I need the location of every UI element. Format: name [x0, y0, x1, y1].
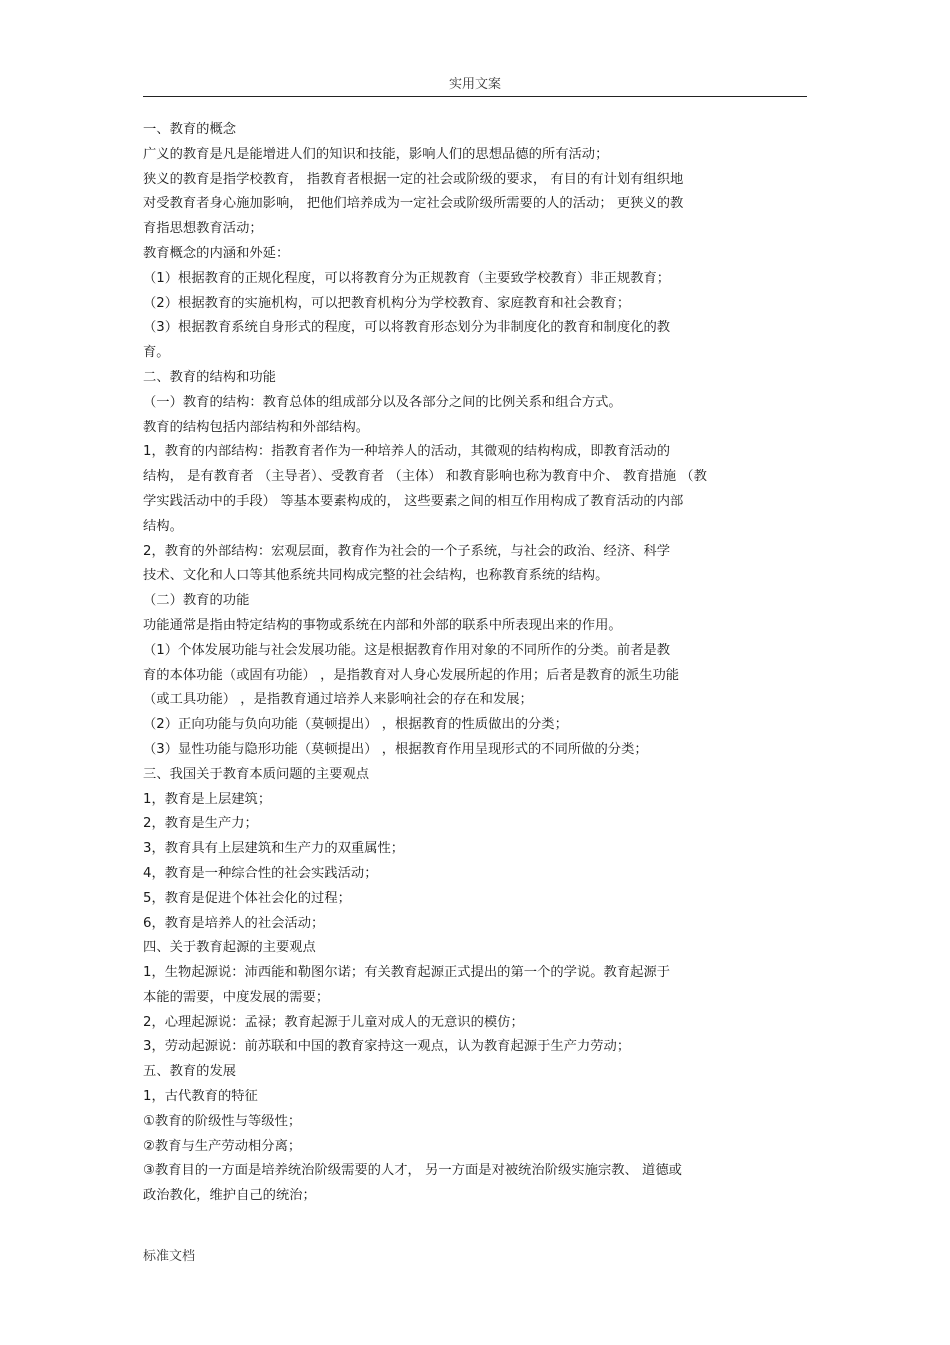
- header-rule: [143, 96, 807, 97]
- text-line: 5，教育是促进个体社会化的过程；: [143, 890, 351, 906]
- text-line: ③教育目的一方面是培养统治阶级需要的人才， 另一方面是对被统治阶级实施宗教、 道德或: [143, 1163, 682, 1179]
- page-footer: 标准文档: [143, 1249, 196, 1264]
- text-line: 本能的需要，中度发展的需要；: [143, 989, 330, 1005]
- text-line: 6，教育是培养人的社会活动；: [143, 915, 325, 931]
- text-line: 结构， 是有教育者 （主导者）、受教育者 （主体） 和教育影响也称为教育中介、 教育措施 （教: [143, 469, 707, 485]
- text-line: 1，教育的内部结构：指教育者作为一种培养人的活动，其微观的结构构成，即教育活动的: [143, 444, 671, 460]
- text-line: （一）教育的结构：教育总体的组成部分以及各部分之间的比例关系和组合方式。: [143, 394, 622, 410]
- text-line: （2）根据教育的实施机构，可以把教育机构分为学校教育、家庭教育和社会教育；: [143, 295, 631, 311]
- text-line: 教育概念的内涵和外延：: [143, 245, 290, 261]
- text-line: 2，教育是生产力；: [143, 816, 258, 832]
- text-line: 育指思想教育活动；: [143, 221, 263, 237]
- text-line: 2，心理起源说：孟禄；教育起源于儿童对成人的无意识的模仿；: [143, 1014, 524, 1030]
- text-line: 三、我国关于教育本质问题的主要观点: [143, 766, 370, 782]
- text-line: 二、教育的结构和功能: [143, 369, 276, 385]
- text-line: （3）显性功能与隐形功能（莫顿提出） ，根据教育作用呈现形式的不同所做的分类；: [143, 741, 648, 757]
- text-line: ②教育与生产劳动相分离；: [143, 1138, 302, 1154]
- text-line: 四、关于教育起源的主要观点: [143, 940, 316, 956]
- text-line: （3）根据教育系统自身形式的程度，可以将教育形态划分为非制度化的教育和制度化的教: [143, 320, 671, 336]
- text-line: 1，生物起源说：沛西能和勒图尔诺；有关教育起源正式提出的第一个的学说。教育起源于: [143, 965, 671, 981]
- text-line: 政治教化，维护自己的统治；: [143, 1188, 316, 1204]
- text-line: 学实践活动中的手段） 等基本要素构成的， 这些要素之间的相互作用构成了教育活动的内部: [143, 493, 684, 509]
- text-line: 教育的结构包括内部结构和外部结构。: [143, 419, 370, 435]
- text-line: 4，教育是一种综合性的社会实践活动；: [143, 865, 378, 881]
- text-line: （2）正向功能与负向功能（莫顿提出） ，根据教育的性质做出的分类；: [143, 717, 568, 733]
- text-line: 一、教育的概念: [143, 122, 237, 137]
- text-line: 育。: [143, 345, 170, 361]
- document-body: [143, 118, 807, 1209]
- text-line: 育的本体功能（或固有功能） ，是指教育对人身心发展所起的作用；后者是教育的派生功能: [143, 667, 680, 683]
- page-header: 实用文案: [448, 77, 501, 92]
- text-line: （1）个体发展功能与社会发展功能。这是根据教育作用对象的不同所作的分类。前者是教: [143, 642, 671, 658]
- text-line: 3，劳动起源说：前苏联和中国的教育家持这一观点，认为教育起源于生产力劳动；: [143, 1039, 631, 1055]
- text-line: 功能通常是指由特定结构的事物或系统在内部和外部的联系中所表现出来的作用。: [143, 617, 622, 633]
- text-line: 对受教育者身心施加影响， 把他们培养成为一定社会或阶级所需要的人的活动； 更狭义的教: [143, 196, 684, 212]
- text-line: 2，教育的外部结构：宏观层面，教育作为社会的一个子系统，与社会的政治、经济、科学: [143, 543, 671, 559]
- text-line: （二）教育的功能: [143, 593, 250, 609]
- text-line: 技术、文化和人口等其他系统共同构成完整的社会结构，也称教育系统的结构。: [143, 568, 609, 584]
- text-line: （或工具功能） ，是指教育通过培养人来影响社会的存在和发展；: [143, 692, 533, 708]
- text-line: 结构。: [143, 518, 183, 534]
- text-line: （1）根据教育的正规化程度，可以将教育分为正规教育（主要致学校教育）非正规教育；: [143, 270, 671, 286]
- text-line: ①教育的阶级性与等级性；: [143, 1113, 302, 1129]
- text-line: 1，古代教育的特征: [143, 1089, 258, 1105]
- text-line: 广义的教育是凡是能增进人们的知识和技能，影响人们的思想品德的所有活动；: [143, 146, 609, 162]
- text-line: 1，教育是上层建筑；: [143, 791, 272, 807]
- text-line: 3，教育具有上层建筑和生产力的双重属性；: [143, 841, 405, 857]
- text-line: 五、教育的发展: [143, 1064, 237, 1080]
- text-line: 狭义的教育是指学校教育， 指教育者根据一定的社会或阶级的要求， 有目的有计划有组织地: [143, 171, 684, 187]
